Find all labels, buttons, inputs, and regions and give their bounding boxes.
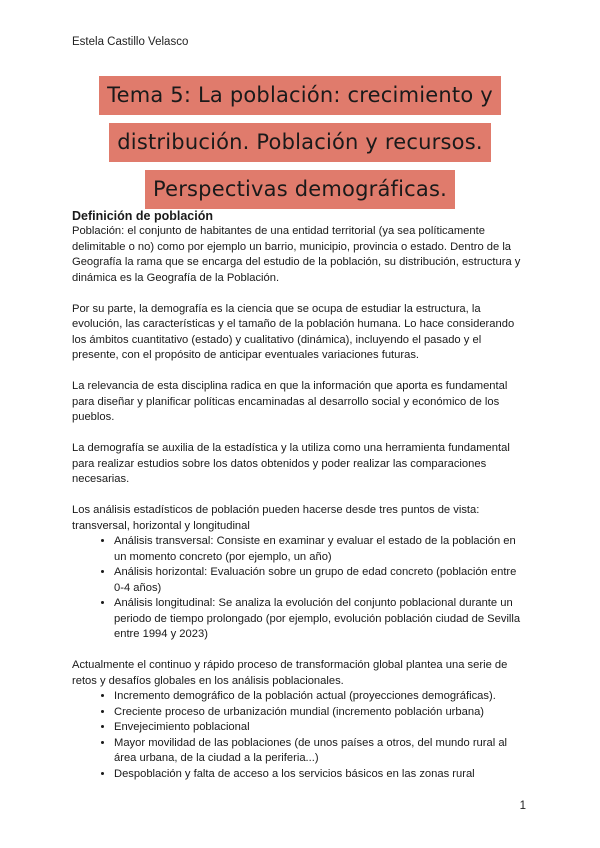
analysis-list bbox=[72, 534, 528, 643]
list-item: • Envejecimiento poblacional bbox=[114, 720, 528, 736]
title-line-3: Perspectivas demográficas. bbox=[145, 170, 455, 209]
list-item: • Análisis transversal: Consiste en examinar y evaluar el estado de la población en un momento concreto (por ejemplo, un año) bbox=[114, 534, 528, 565]
list-item: • Análisis horizontal: Evaluación sobre un grupo de edad concreto (población entre 0-4 años) bbox=[114, 565, 528, 596]
title-line-2: distribución. Población y recursos. bbox=[109, 123, 490, 162]
section-heading: Definición de población bbox=[72, 209, 213, 223]
paragraph-analysis-intro: Los análisis estadísticos de población pueden hacerse desde tres puntos de vista: transversal, horizontal y longitudinal bbox=[72, 504, 480, 532]
paragraph-statistics: La demografía se auxilia de la estadística y la utiliza como una herramienta fundamental para realizar estudios sobre los datos obtenidos y poder realizar las comparaciones necesarias. bbox=[72, 442, 510, 485]
document-author: Estela Castillo Velasco bbox=[72, 36, 189, 48]
paragraph-challenges: Actualmente el continuo y rápido proceso de transformación global plantea una serie de retos y desafíos globales en los análisis poblacionales. bbox=[72, 659, 508, 687]
list-item: • Incremento demográfico de la población actual (proyecciones demográficas). bbox=[114, 689, 528, 705]
document-title bbox=[96, 72, 504, 213]
paragraph-demography: Por su parte, la demografía es la ciencia que se ocupa de estudiar la estructura, la evolución, las características y el tamaño de la población humana. Lo hace considerando los ámbitos cuantitativo (estado) y cualitativo (dinámica), incluyendo el pasado y el presente, con el propósito de anticipar eventuales variaciones futuras. bbox=[72, 302, 515, 361]
list-item: • Análisis longitudinal: Se analiza la evolución del conjunto poblacional durante un periodo de tiempo prolongado (por ejemplo, evolución población ciudad de Sevilla entre 1994 y 2023) bbox=[114, 596, 528, 643]
page-number: 1 bbox=[519, 800, 526, 812]
list-item: • Creciente proceso de urbanización mundial (incremento población urbana) bbox=[114, 705, 528, 721]
list-item: • Mayor movilidad de las poblaciones (de unos países a otros, del mundo rural al área urbana, de la ciudad a la periferia...) bbox=[114, 736, 528, 767]
document-body bbox=[72, 208, 528, 782]
title-line-1: Tema 5: La población: crecimiento y bbox=[99, 76, 501, 115]
paragraph-definition: Población: el conjunto de habitantes de una entidad territorial (ya sea políticamente delimitable o no) como por ejemplo un barrio, municipio, provincia o estado. Dentro de la Geografía la rama que se encarga del estudio de la población, su distribución, estructura y dinámica es la Geografía de la Población. bbox=[72, 225, 521, 284]
list-item: • Despoblación y falta de acceso a los servicios básicos en las zonas rural bbox=[114, 767, 528, 783]
paragraph-relevance: La relevancia de esta disciplina radica en que la información que aporta es fundamental para diseñar y planificar políticas encaminadas al desarrollo social y económico de los pueblos. bbox=[72, 380, 508, 423]
challenges-list bbox=[72, 689, 528, 782]
